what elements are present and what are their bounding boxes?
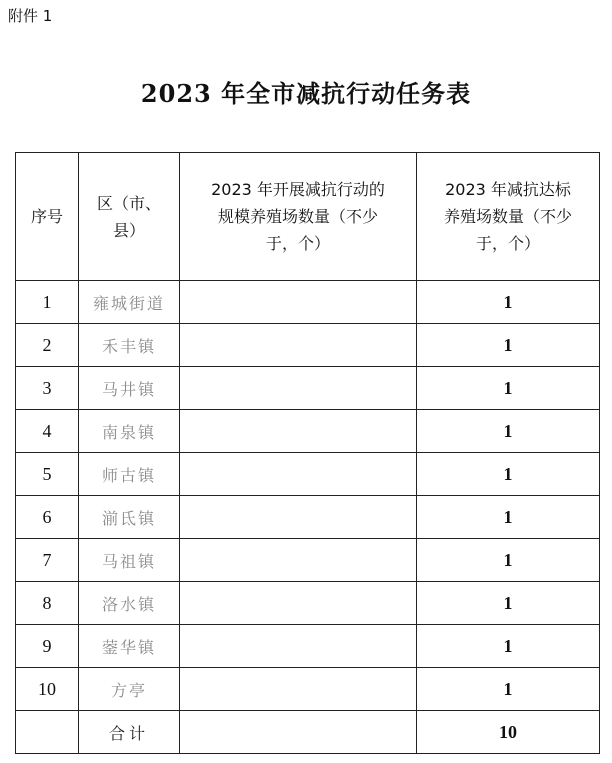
header-scale-line1: 2023 年开展减抗行动的 (211, 180, 385, 199)
row-region: 禾丰镇 (79, 324, 180, 367)
row-target: 1 (417, 281, 600, 324)
row-index: 2 (16, 324, 79, 367)
table-header-row (16, 153, 600, 281)
table-row (16, 367, 600, 410)
total-label: 合计 (79, 711, 180, 754)
header-target-line3: 于，个） (475, 234, 540, 253)
table-row (16, 281, 600, 324)
row-region: 马祖镇 (79, 539, 180, 582)
row-scale (180, 582, 417, 625)
header-region-line1: 区（市、 (96, 193, 161, 213)
row-region: 蓥华镇 (79, 625, 180, 668)
row-target: 1 (417, 582, 600, 625)
table-row (16, 539, 600, 582)
row-target: 1 (417, 453, 600, 496)
table-row (16, 410, 600, 453)
row-index: 4 (16, 410, 79, 453)
row-index: 10 (16, 668, 79, 711)
row-scale (180, 281, 417, 324)
header-target-line2: 养殖场数量（不少 (443, 207, 572, 226)
row-index: 7 (16, 539, 79, 582)
table-row (16, 496, 600, 539)
row-target: 1 (417, 539, 600, 582)
total-index (16, 711, 79, 754)
table-row (16, 625, 600, 668)
row-scale (180, 367, 417, 410)
row-index: 6 (16, 496, 79, 539)
attachment-label: 附件 1 (8, 7, 53, 25)
page-title: 2023 年全市减抗行动任务表 (140, 79, 472, 108)
task-table (15, 152, 600, 754)
table-row (16, 668, 600, 711)
row-scale (180, 453, 417, 496)
row-index: 9 (16, 625, 79, 668)
row-index: 1 (16, 281, 79, 324)
total-row (16, 711, 600, 754)
header-index: 序号 (16, 153, 79, 281)
row-target: 1 (417, 496, 600, 539)
header-scale-line2: 规模养殖场数量（不少 (217, 207, 378, 226)
row-scale (180, 539, 417, 582)
header-scale-farms (180, 153, 417, 281)
row-target: 1 (417, 668, 600, 711)
row-region: 南泉镇 (79, 410, 180, 453)
row-region: 马井镇 (79, 367, 180, 410)
row-region: 方亭 (79, 668, 180, 711)
header-target-farms (417, 153, 600, 281)
total-scale (180, 711, 417, 754)
row-scale (180, 668, 417, 711)
table-row (16, 324, 600, 367)
table-row (16, 453, 600, 496)
row-target: 1 (417, 367, 600, 410)
row-scale (180, 410, 417, 453)
header-region-line2: 县） (112, 220, 145, 240)
row-region: 湔氐镇 (79, 496, 180, 539)
row-index: 3 (16, 367, 79, 410)
header-region (79, 153, 180, 281)
total-value: 10 (417, 711, 600, 754)
header-scale-line3: 于，个） (265, 234, 330, 253)
row-index: 5 (16, 453, 79, 496)
table-row (16, 582, 600, 625)
row-region: 雍城街道 (79, 281, 180, 324)
row-target: 1 (417, 410, 600, 453)
row-index: 8 (16, 582, 79, 625)
row-scale (180, 324, 417, 367)
row-target: 1 (417, 324, 600, 367)
header-target-line1: 2023 年减抗达标 (445, 180, 571, 199)
row-scale (180, 625, 417, 668)
row-target: 1 (417, 625, 600, 668)
row-region: 洛水镇 (79, 582, 180, 625)
row-scale (180, 496, 417, 539)
row-region: 师古镇 (79, 453, 180, 496)
